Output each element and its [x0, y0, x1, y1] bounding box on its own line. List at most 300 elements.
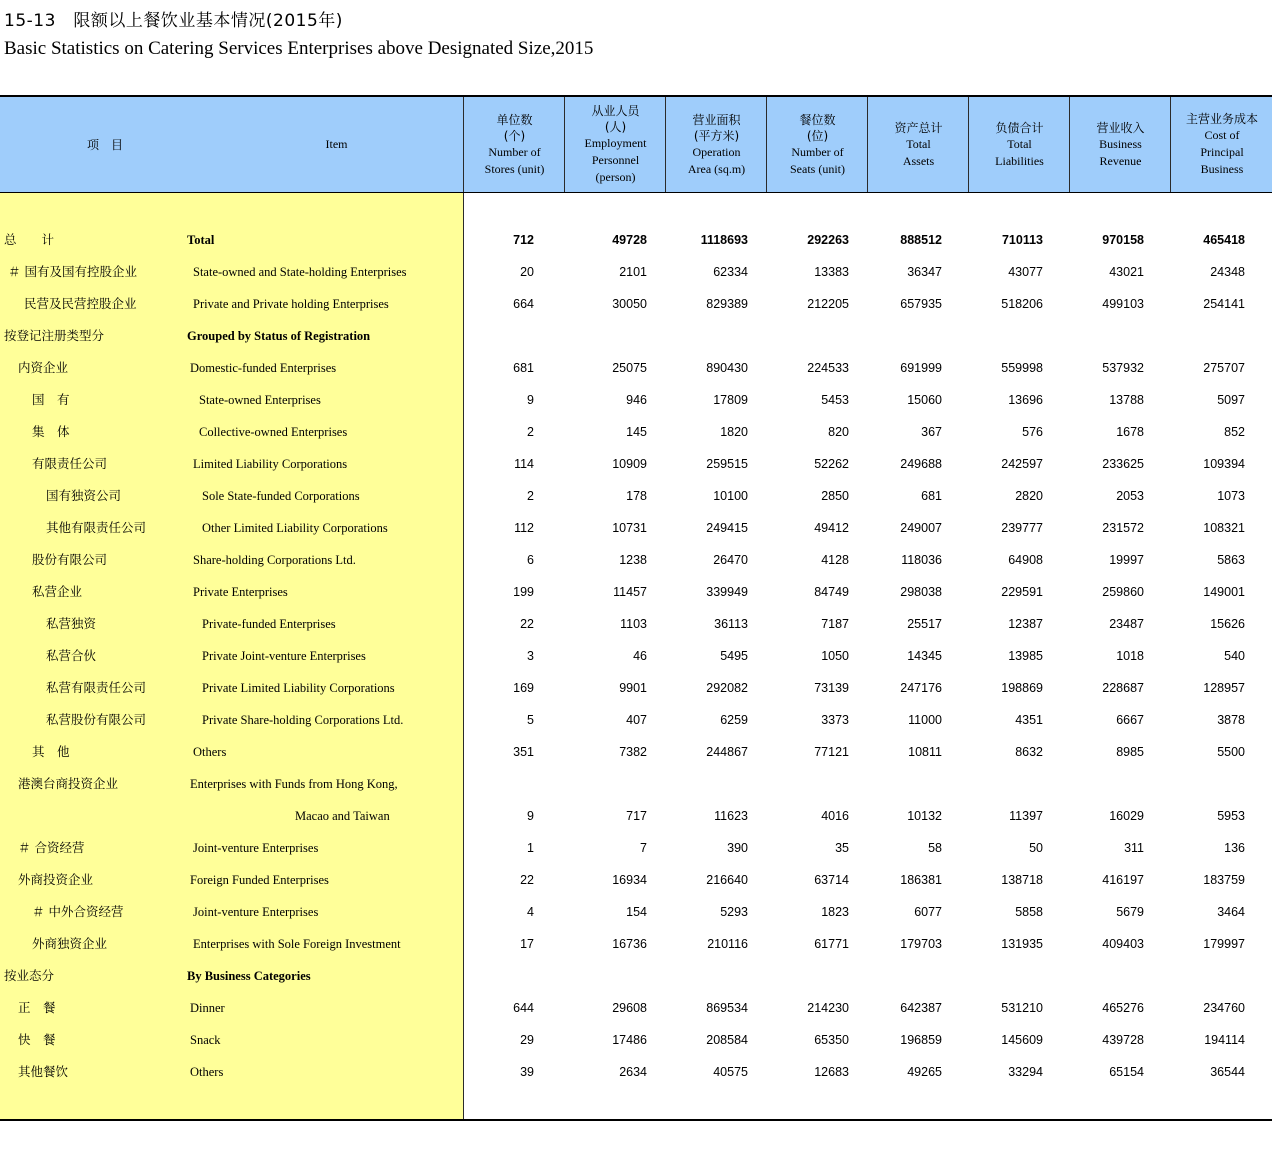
cell-value: 52262 — [814, 457, 849, 471]
table-row — [0, 448, 1272, 480]
table-row — [0, 992, 1272, 1024]
row-label-en: Private-funded Enterprises — [202, 617, 336, 631]
row-label-cn: 有限责任公司 — [32, 456, 108, 471]
cell-value: 15626 — [1210, 617, 1245, 631]
cell-value: 11397 — [1009, 809, 1043, 823]
table-row — [0, 416, 1272, 448]
cell-value: 73139 — [814, 681, 849, 695]
cell-value: 8632 — [1015, 745, 1043, 759]
cell-value: 13985 — [1008, 649, 1043, 663]
cell-value: 108321 — [1203, 521, 1245, 535]
header-col-revenue — [1069, 97, 1171, 192]
cell-value: 212205 — [807, 297, 849, 311]
cell-value: 254141 — [1203, 297, 1245, 311]
cell-value: 186381 — [900, 873, 942, 887]
row-label-cn: 按业态分 — [4, 968, 55, 983]
cell-value: 39 — [520, 1065, 534, 1079]
cell-value: 40575 — [713, 1065, 748, 1079]
cell-value: 3878 — [1217, 713, 1245, 727]
cell-value: 33294 — [1008, 1065, 1043, 1079]
cell-value: 852 — [1224, 425, 1245, 439]
cell-value: 681 — [921, 489, 942, 503]
cell-value: 869534 — [706, 1001, 748, 1015]
cell-value: 664 — [513, 297, 534, 311]
cell-value: 691999 — [900, 361, 942, 375]
cell-value: 244867 — [706, 745, 748, 759]
table-row — [0, 1024, 1272, 1056]
header-col-liabilities — [968, 97, 1070, 192]
header-label: (person) — [595, 170, 636, 184]
cell-value: 136 — [1224, 841, 1245, 855]
cell-value: 4 — [527, 905, 534, 919]
cell-value: 1018 — [1116, 649, 1144, 663]
header-label: Assets — [902, 153, 935, 168]
header-label: Seats (unit) — [790, 161, 845, 176]
header-label: 主营业务成本 — [1185, 112, 1258, 126]
header-label: Business — [1099, 136, 1142, 151]
cell-value: 49728 — [612, 233, 647, 247]
table-row — [0, 960, 1272, 992]
cell-value: 298038 — [900, 585, 942, 599]
row-label-en: Others — [193, 745, 227, 759]
table-row — [0, 704, 1272, 736]
cell-value: 154 — [626, 905, 647, 919]
row-label-cn: 其他餐饮 — [18, 1064, 69, 1079]
cell-value: 710113 — [1001, 233, 1043, 247]
table-row — [0, 352, 1272, 384]
cell-value: 149001 — [1203, 585, 1245, 599]
cell-value: 43077 — [1008, 265, 1043, 279]
cell-value: 29608 — [612, 1001, 647, 1015]
row-label-cn: 私营独资 — [46, 616, 97, 631]
header-item-en — [210, 97, 463, 192]
header-label: Revenue — [1099, 153, 1142, 168]
cell-value: 196859 — [900, 1033, 942, 1047]
cell-value: 249415 — [706, 521, 748, 535]
cell-value: 6 — [527, 553, 534, 567]
cell-value: 311 — [1124, 841, 1144, 855]
cell-value: 540 — [1224, 649, 1245, 663]
cell-value: 179703 — [900, 937, 942, 951]
row-label-cn: ＃ 国有及国有控股企业 — [8, 264, 137, 279]
cell-value: 1678 — [1116, 425, 1144, 439]
row-label-en: Snack — [190, 1033, 221, 1047]
cell-value: 14345 — [907, 649, 942, 663]
cell-value: 5495 — [720, 649, 748, 663]
table-row — [0, 800, 1272, 832]
header-item-cn — [0, 97, 210, 192]
cell-value: 36347 — [907, 265, 942, 279]
cell-value: 4016 — [821, 809, 849, 823]
cell-value: 888512 — [900, 233, 942, 247]
header-label: (个) — [503, 128, 526, 143]
cell-value: 3373 — [821, 713, 849, 727]
cell-value: 8985 — [1116, 745, 1144, 759]
cell-value: 249007 — [900, 521, 942, 535]
cell-value: 61771 — [814, 937, 849, 951]
cell-value: 1118693 — [700, 233, 748, 247]
cell-value: 499103 — [1102, 297, 1144, 311]
row-label-cn: 私营有限责任公司 — [46, 680, 147, 695]
header-label: (人) — [604, 120, 627, 134]
header-label: Cost of — [1204, 128, 1240, 142]
cell-value: 259515 — [706, 457, 748, 471]
header-label: Total — [906, 136, 931, 151]
header-col-cost — [1170, 97, 1272, 192]
cell-value: 1823 — [821, 905, 849, 919]
cell-value: 681 — [513, 361, 534, 375]
cell-value: 367 — [921, 425, 942, 439]
cell-value: 62334 — [713, 265, 748, 279]
header-col-employment — [564, 97, 666, 192]
header-label: Personnel — [591, 153, 640, 167]
cell-value: 465276 — [1102, 1001, 1144, 1015]
cell-value: 970158 — [1102, 233, 1144, 247]
cell-value: 2850 — [821, 489, 849, 503]
cell-value: 16029 — [1109, 809, 1144, 823]
header-label: Total — [1007, 136, 1032, 151]
cell-value: 5953 — [1217, 809, 1245, 823]
cell-value: 259860 — [1102, 585, 1144, 599]
row-label-cn: 正 餐 — [18, 1000, 56, 1015]
row-label-en: Other Limited Liability Corporations — [202, 521, 388, 535]
row-label-en: Sole State-funded Corporations — [202, 489, 360, 503]
cell-value: 118036 — [901, 553, 942, 567]
cell-value: 292082 — [706, 681, 748, 695]
cell-value: 9 — [527, 809, 534, 823]
cell-value: 13788 — [1109, 393, 1144, 407]
row-label-en: Collective-owned Enterprises — [199, 425, 348, 439]
cell-value: 15060 — [907, 393, 942, 407]
row-label-en: Grouped by Status of Registration — [187, 329, 371, 343]
cell-value: 216640 — [706, 873, 748, 887]
cell-value: 65154 — [1109, 1065, 1144, 1079]
cell-value: 23487 — [1109, 617, 1144, 631]
cell-value: 36113 — [714, 617, 748, 631]
row-label-cn: 总 计 — [4, 232, 55, 247]
cell-value: 198869 — [1001, 681, 1043, 695]
cell-value: 657935 — [900, 297, 942, 311]
row-label-en: Private Joint-venture Enterprises — [202, 649, 366, 663]
header-col-seats — [766, 97, 868, 192]
cell-value: 275707 — [1203, 361, 1245, 375]
row-label-cn: 集 体 — [32, 424, 70, 439]
row-label-en: Others — [190, 1065, 224, 1079]
table-row — [0, 832, 1272, 864]
cell-value: 5679 — [1116, 905, 1144, 919]
table-row — [0, 864, 1272, 896]
cell-value: 229591 — [1001, 585, 1043, 599]
cell-value: 43021 — [1109, 265, 1144, 279]
cell-value: 16736 — [612, 937, 647, 951]
row-label-cn: ＃ 中外合资经营 — [32, 904, 124, 919]
cell-value: 183759 — [1203, 873, 1245, 887]
header-label: Principal — [1200, 145, 1244, 159]
bottom-rule — [0, 1119, 1272, 1121]
table-row — [0, 768, 1272, 800]
cell-value: 13383 — [814, 265, 849, 279]
cell-value: 145609 — [1001, 1033, 1043, 1047]
row-label-cn: 内资企业 — [18, 360, 69, 375]
header-label: Liabilities — [995, 153, 1044, 168]
table-row — [0, 544, 1272, 576]
cell-value: 439728 — [1102, 1033, 1144, 1047]
cell-value: 49412 — [814, 521, 849, 535]
cell-value: 10811 — [908, 745, 942, 759]
row-label-cn: 国 有 — [32, 392, 70, 407]
table-row — [0, 1056, 1272, 1088]
header-label: Operation — [692, 144, 741, 159]
row-label-en: State-owned Enterprises — [199, 393, 321, 407]
cell-value: 16934 — [612, 873, 647, 887]
row-label-en: Joint-venture Enterprises — [193, 841, 319, 855]
cell-value: 407 — [626, 713, 647, 727]
row-label-cn: 私营合伙 — [46, 648, 97, 663]
cell-value: 247176 — [900, 681, 942, 695]
row-label-en: Share-holding Corporations Ltd. — [193, 553, 356, 567]
cell-value: 7382 — [619, 745, 647, 759]
cell-value: 169 — [513, 681, 534, 695]
cell-value: 179997 — [1203, 937, 1245, 951]
table-row — [0, 672, 1272, 704]
cell-value: 717 — [626, 809, 647, 823]
table-title-english: Basic Statistics on Catering Services Enterprises above Designated Size,2015 — [4, 38, 594, 59]
cell-value: 84749 — [814, 585, 849, 599]
cell-value: 3 — [527, 649, 534, 663]
header-label: 营业收入 — [1096, 120, 1145, 135]
table-row — [0, 320, 1272, 352]
cell-value: 2 — [527, 425, 534, 439]
row-label-en: Enterprises with Funds from Hong Kong, — [190, 777, 398, 791]
cell-value: 518206 — [1001, 297, 1043, 311]
row-label-cn: 港澳台商投资企业 — [18, 776, 119, 791]
header-label: 资产总计 — [894, 120, 943, 135]
cell-value: 820 — [828, 425, 849, 439]
cell-value: 5453 — [821, 393, 849, 407]
cell-value: 22 — [520, 873, 534, 887]
cell-value: 2820 — [1015, 489, 1043, 503]
row-label-en: Private Share-holding Corporations Ltd. — [202, 713, 404, 727]
row-label-cn: 按登记注册类型分 — [4, 328, 105, 343]
cell-value: 1073 — [1217, 489, 1245, 503]
cell-value: 12387 — [1008, 617, 1043, 631]
cell-value: 19997 — [1109, 553, 1144, 567]
cell-value: 63714 — [814, 873, 849, 887]
table-row — [0, 384, 1272, 416]
cell-value: 26470 — [713, 553, 748, 567]
cell-value: 231572 — [1102, 521, 1144, 535]
cell-value: 214230 — [807, 1001, 849, 1015]
cell-value: 6667 — [1116, 713, 1144, 727]
cell-value: 6259 — [720, 713, 748, 727]
cell-value: 9 — [527, 393, 534, 407]
cell-value: 1050 — [821, 649, 849, 663]
cell-value: 128957 — [1203, 681, 1245, 695]
cell-value: 50 — [1029, 841, 1043, 855]
cell-value: 712 — [513, 233, 534, 247]
cell-value: 114 — [514, 457, 534, 471]
cell-value: 112 — [514, 521, 534, 535]
table-row — [0, 928, 1272, 960]
row-label-en: State-owned and State-holding Enterprises — [193, 265, 407, 279]
cell-value: 4351 — [1015, 713, 1043, 727]
cell-value: 339949 — [706, 585, 748, 599]
cell-value: 5863 — [1217, 553, 1245, 567]
table-header — [0, 97, 1272, 193]
header-label: 单位数 — [496, 112, 533, 127]
cell-value: 2101 — [619, 265, 647, 279]
row-label-cn: 股份有限公司 — [32, 552, 108, 567]
cell-value: 390 — [727, 841, 748, 855]
table-row — [0, 896, 1272, 928]
cell-value: 465418 — [1203, 233, 1245, 247]
row-label-cn: 私营股份有限公司 — [46, 712, 147, 727]
table-row — [0, 288, 1272, 320]
row-label-cn: 国有独资公司 — [46, 488, 122, 503]
cell-value: 234760 — [1203, 1001, 1245, 1015]
cell-value: 416197 — [1102, 873, 1144, 887]
row-label-en: Enterprises with Sole Foreign Investment — [193, 937, 401, 951]
cell-value: 249688 — [900, 457, 942, 471]
row-label-en: Foreign Funded Enterprises — [190, 873, 329, 887]
row-label-cn: 私营企业 — [32, 584, 83, 599]
header-label: 负债合计 — [995, 120, 1044, 135]
cell-value: 77121 — [814, 745, 849, 759]
cell-value: 531210 — [1001, 1001, 1043, 1015]
cell-value: 10909 — [612, 457, 647, 471]
cell-value: 199 — [513, 585, 534, 599]
cell-value: 138718 — [1001, 873, 1043, 887]
header-label: Employment — [584, 136, 647, 150]
row-label-en: By Business Categories — [187, 969, 311, 983]
cell-value: 559998 — [1001, 361, 1043, 375]
cell-value: 24348 — [1210, 265, 1245, 279]
table-title-chinese: 15-13 限额以上餐饮业基本情况(2015年) — [4, 11, 343, 31]
cell-value: 30050 — [612, 297, 647, 311]
header-label: 餐位数 — [799, 112, 836, 127]
table-row — [0, 512, 1272, 544]
row-label-cn: ＃ 合资经营 — [18, 840, 85, 855]
cell-value: 644 — [513, 1001, 534, 1015]
cell-value: 351 — [513, 745, 534, 759]
cell-value: 829389 — [706, 297, 748, 311]
cell-value: 2634 — [619, 1065, 647, 1079]
cell-value: 228687 — [1102, 681, 1144, 695]
cell-value: 194114 — [1204, 1033, 1245, 1047]
row-label-en: Private Limited Liability Corporations — [202, 681, 395, 695]
cell-value: 5097 — [1217, 393, 1245, 407]
cell-value: 1820 — [720, 425, 748, 439]
cell-value: 1103 — [620, 617, 647, 631]
cell-value: 65350 — [814, 1033, 849, 1047]
cell-value: 11457 — [613, 585, 647, 599]
cell-value: 2053 — [1116, 489, 1144, 503]
row-label-en: Total — [187, 233, 215, 247]
cell-value: 946 — [626, 393, 647, 407]
cell-value: 537932 — [1102, 361, 1144, 375]
header-col-area — [665, 97, 767, 192]
cell-value: 7187 — [821, 617, 849, 631]
cell-value: 35 — [835, 841, 849, 855]
cell-value: 7 — [640, 841, 647, 855]
cell-value: 17 — [520, 937, 534, 951]
cell-value: 12683 — [814, 1065, 849, 1079]
row-label-cn: 外商投资企业 — [18, 872, 94, 887]
cell-value: 46 — [633, 649, 647, 663]
cell-value: 5 — [527, 713, 534, 727]
header-label: Area (sq.m) — [687, 161, 746, 176]
cell-value: 58 — [928, 841, 942, 855]
cell-value: 49265 — [907, 1065, 942, 1079]
header-col-stores — [463, 97, 565, 192]
header-item-en-label: Item — [325, 137, 348, 151]
header-label: Business — [1200, 162, 1244, 176]
row-label-en: Joint-venture Enterprises — [193, 905, 319, 919]
table-row — [0, 256, 1272, 288]
cell-value: 131935 — [1001, 937, 1043, 951]
cell-value: 6077 — [914, 905, 942, 919]
table-row — [0, 576, 1272, 608]
cell-value: 25075 — [612, 361, 647, 375]
table-row — [0, 480, 1272, 512]
header-label: 从业人员 — [591, 104, 640, 118]
cell-value: 178 — [626, 489, 647, 503]
row-label-en: Dinner — [190, 1001, 225, 1015]
header-item-cn-label: 项 目 — [86, 137, 123, 152]
cell-value: 3464 — [1217, 905, 1245, 919]
cell-value: 239777 — [1001, 521, 1043, 535]
header-label: Stores (unit) — [484, 161, 545, 176]
cell-value: 210116 — [707, 937, 748, 951]
row-label-cn: 民营及民营控股企业 — [24, 296, 137, 311]
cell-value: 576 — [1022, 425, 1043, 439]
cell-value: 224533 — [807, 361, 849, 375]
row-label-cn: 其他有限责任公司 — [46, 520, 147, 535]
table-row — [0, 640, 1272, 672]
cell-value: 5500 — [1217, 745, 1245, 759]
cell-value: 22 — [520, 617, 534, 631]
header-col-assets — [867, 97, 969, 192]
cell-value: 25517 — [907, 617, 942, 631]
cell-value: 4128 — [821, 553, 849, 567]
cell-value: 11623 — [714, 809, 748, 823]
header-label: Number of — [791, 144, 844, 159]
cell-value: 11000 — [908, 713, 942, 727]
cell-value: 409403 — [1102, 937, 1144, 951]
row-label-en: Private and Private holding Enterprises — [193, 297, 389, 311]
cell-value: 17486 — [612, 1033, 647, 1047]
cell-value: 20 — [520, 265, 534, 279]
cell-value: 890430 — [706, 361, 748, 375]
cell-value: 1 — [527, 841, 534, 855]
header-label: (位) — [806, 128, 829, 143]
cell-value: 9901 — [619, 681, 647, 695]
cell-value: 109394 — [1203, 457, 1245, 471]
row-label-cn: 外商独资企业 — [32, 936, 108, 951]
header-label: 营业面积 — [692, 112, 741, 127]
cell-value: 17809 — [713, 393, 748, 407]
cell-value: 13696 — [1008, 393, 1043, 407]
table-row — [0, 608, 1272, 640]
header-label: Number of — [488, 144, 541, 159]
cell-value: 2 — [527, 489, 534, 503]
cell-value: 208584 — [706, 1033, 748, 1047]
cell-value: 292263 — [807, 233, 849, 247]
table-row — [0, 224, 1272, 256]
cell-value: 233625 — [1102, 457, 1144, 471]
header-label: (平方米) — [693, 128, 740, 143]
row-label-en: Domestic-funded Enterprises — [190, 361, 337, 375]
